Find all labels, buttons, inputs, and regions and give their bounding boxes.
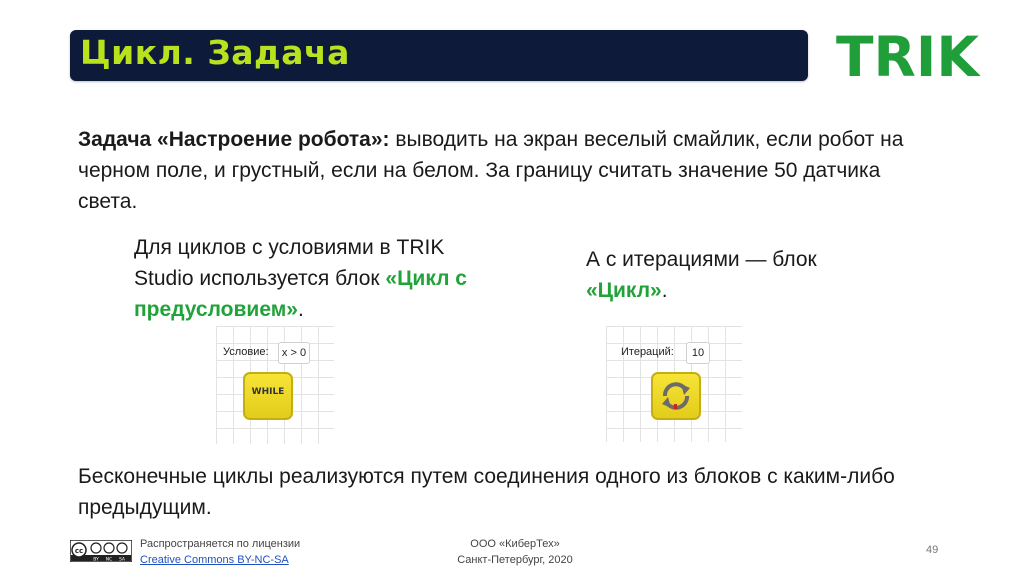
task-text: выводить на экран веселый смайлик, если робот на черном поле, и грустный, если на белом. За границу считать значение 50 датчика света. bbox=[78, 128, 904, 213]
loop-description-end: . bbox=[661, 279, 668, 302]
slide-title: Цикл. Задача bbox=[80, 33, 350, 72]
license-line: Распространяется по лицензии bbox=[140, 538, 301, 550]
infinite-loop-note: Бесконечные циклы реализуются путем соединения одного из блоков с каким-либо предыдущим. bbox=[78, 465, 895, 519]
task-paragraph bbox=[78, 124, 918, 217]
org-city-year: Санкт-Петербург, 2020 bbox=[457, 554, 573, 566]
title-bar bbox=[70, 30, 808, 81]
svg-text:BY: BY bbox=[93, 557, 99, 562]
svg-text:NC: NC bbox=[105, 557, 113, 562]
while-description-text: Для циклов с условиями в TRIK Studio используется блок bbox=[134, 236, 445, 290]
org-name: ООО «КиберТех» bbox=[470, 538, 560, 550]
while-block-label: WHILE bbox=[251, 387, 285, 397]
svg-text:cc: cc bbox=[74, 547, 84, 555]
while-block-name: «Цикл с предусловием» bbox=[134, 267, 467, 321]
while-description-end: . bbox=[297, 298, 304, 321]
while-block bbox=[243, 372, 293, 420]
loop-description bbox=[586, 244, 846, 306]
task-lead: Задача «Настроение робота»: bbox=[78, 128, 390, 151]
license-info bbox=[140, 536, 300, 568]
trik-logo bbox=[836, 24, 986, 86]
iterations-label: Итераций: bbox=[621, 346, 674, 358]
loop-description-text: А с итерациями — блок bbox=[586, 248, 817, 271]
loop-block-image bbox=[606, 326, 742, 442]
iterations-value: 10 bbox=[686, 342, 710, 364]
condition-value: x > 0 bbox=[278, 342, 310, 364]
while-block-image bbox=[216, 326, 334, 444]
logo-text: TRIK bbox=[836, 25, 979, 86]
loop-block-name: «Цикл» bbox=[586, 279, 662, 302]
license-link[interactable]: Creative Commons BY-NC-SA bbox=[140, 554, 289, 566]
loop-block bbox=[651, 372, 701, 420]
loop-arrows-icon bbox=[653, 374, 699, 418]
svg-text:SA: SA bbox=[118, 557, 126, 562]
organization-info bbox=[440, 536, 590, 568]
page-number: 49 bbox=[926, 544, 939, 556]
while-description bbox=[134, 232, 494, 325]
condition-label: Условие: bbox=[223, 346, 269, 358]
cc-license-badge bbox=[70, 540, 132, 562]
